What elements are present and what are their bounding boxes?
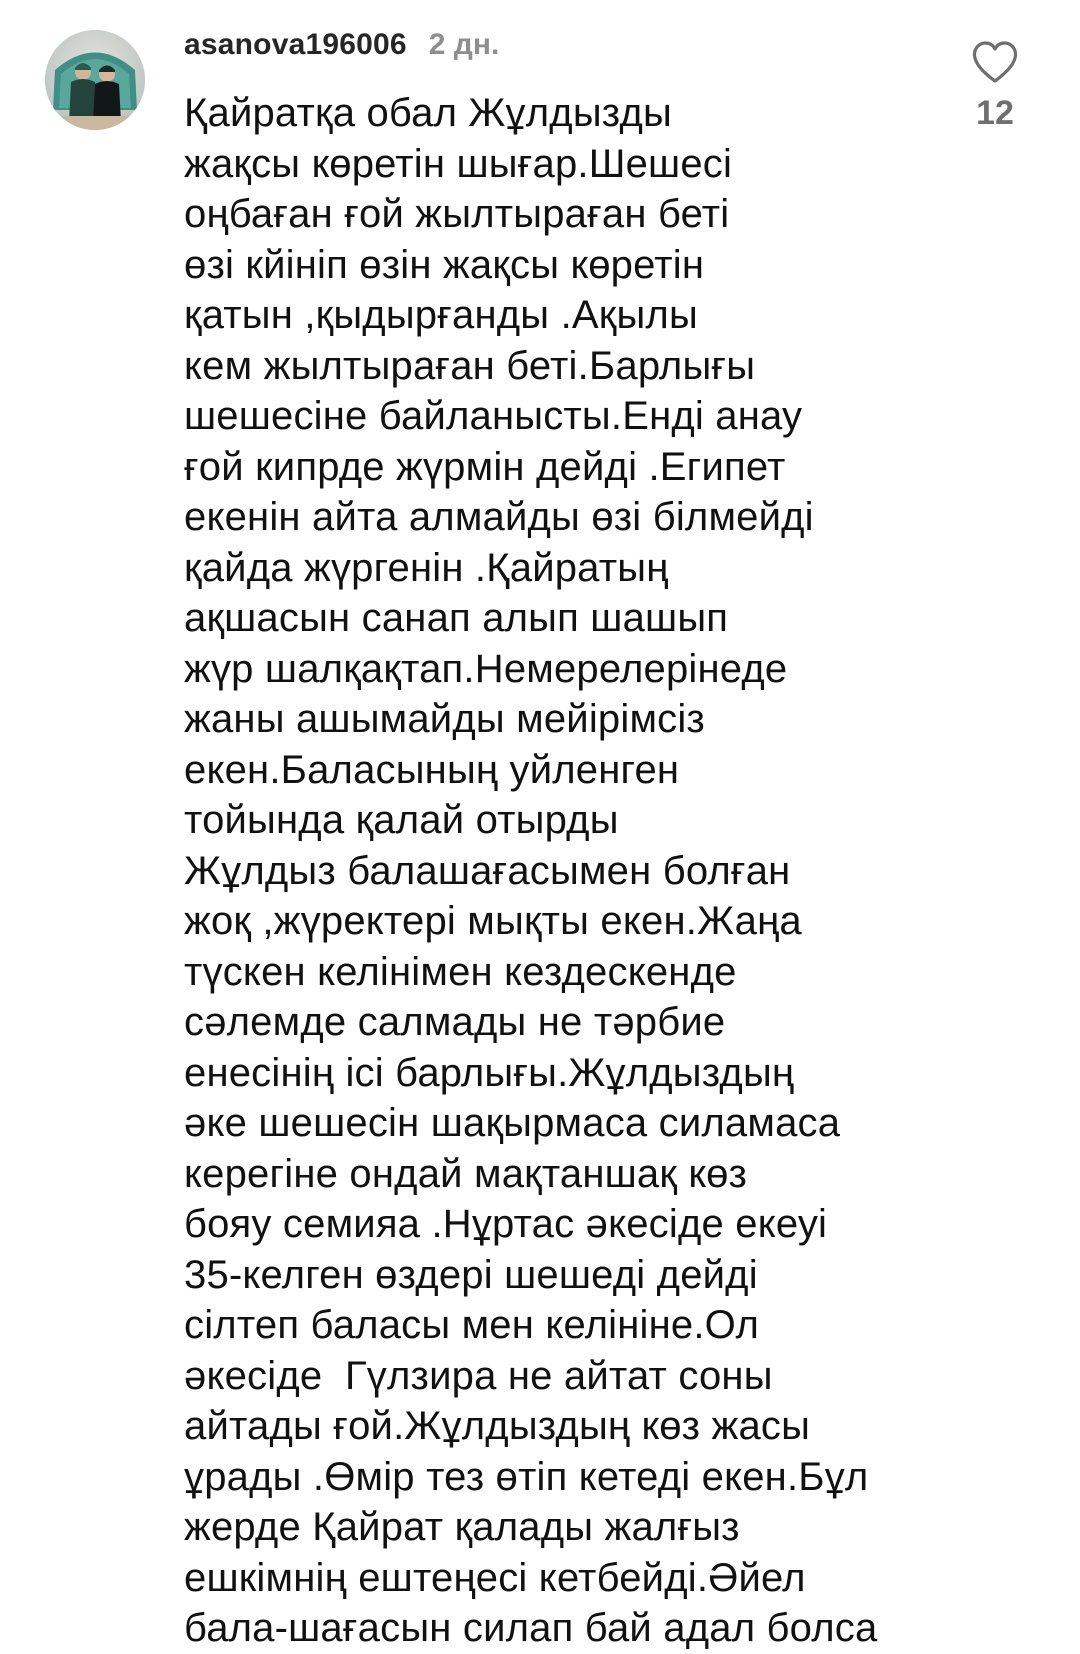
like-count: 12 (976, 94, 1014, 132)
comment-line: жүр шалқақтап.Немерелерінеде (184, 646, 788, 691)
comment-line: 35-келген өздері шешеді дейді (184, 1252, 758, 1297)
comment-text (184, 88, 944, 1654)
comment-line: жоқ ,жүректері мықты екен.Жаңа (184, 899, 802, 943)
avatar[interactable] (45, 30, 145, 130)
comment-line: енесінің ісі барлығы.Жұлдыздың (184, 1050, 795, 1095)
comment-line: сәлемде салмады не тәрбие (184, 1000, 726, 1044)
comment-line: жақсы көретін шығар.Шешесі (184, 141, 733, 186)
comment-line: кем жылтыраған беті.Барлығы (184, 343, 756, 388)
comment-line: керегіне ондай мақтаншақ көз (184, 1151, 748, 1196)
comment-line: Қайратқа обал Жұлдызды (184, 91, 672, 135)
comment-line: әкесіде Гүлзира не айтат соны (184, 1353, 773, 1398)
like-area (955, 40, 1035, 133)
comment-line: өзі кйініп өзін жақсы көретін (184, 242, 705, 287)
comment-line: әке шешесін шақырмаса силамаса (184, 1101, 841, 1145)
comment-line: бала-шағасын силап бай адал болса (184, 1606, 878, 1650)
comment-line: ұрады .Өмір тез өтіп кетеді екен.Бұл (184, 1454, 869, 1499)
username[interactable]: asanova196006 (184, 28, 407, 61)
comment-line: шешесіне байланысты.Енді анау (184, 394, 803, 438)
comment-line: қайда жүргенін .Қайратың (184, 545, 669, 590)
comment-line: жаны ашымайды мейірімсіз (184, 697, 705, 741)
comment-line: сілтеп баласы мен келініне.Ол (184, 1303, 760, 1347)
comment-line: екен.Баласының уйленген (184, 747, 680, 792)
comment-line: жерде Қайрат қалады жалғыз (184, 1505, 740, 1549)
comment-line: бояу семияа .Нұртас әкесіде екеуі (184, 1202, 828, 1246)
comment-line: қатын ,қыдырғанды .Ақылы (184, 293, 698, 337)
comment-line: оңбаған ғой жылтыраған беті (184, 192, 730, 236)
comment-line: айтады ғой.Жұлдыздың көз жасы (184, 1404, 811, 1448)
avatar-photo (45, 30, 145, 130)
comment-header (184, 28, 499, 68)
comment-line: ғой кипрде жүрмін дейді .Египет (184, 444, 786, 489)
comment-line: ақшасын санап алып шашып (184, 596, 729, 640)
comment-time: 2 дн. (428, 28, 500, 61)
comment-line: екенін айта алмайды өзі білмейді (184, 495, 814, 539)
heart-icon[interactable] (971, 40, 1019, 84)
comment-line: түскен келінімен кездескенде (184, 949, 737, 994)
comment-line: ешкімнің ештеңесі кетбейді.Әйел (184, 1555, 806, 1600)
comment-line: тойында қалай отырды (184, 798, 619, 842)
comment-line: Жұлдыз балашағасымен болған (184, 848, 791, 893)
